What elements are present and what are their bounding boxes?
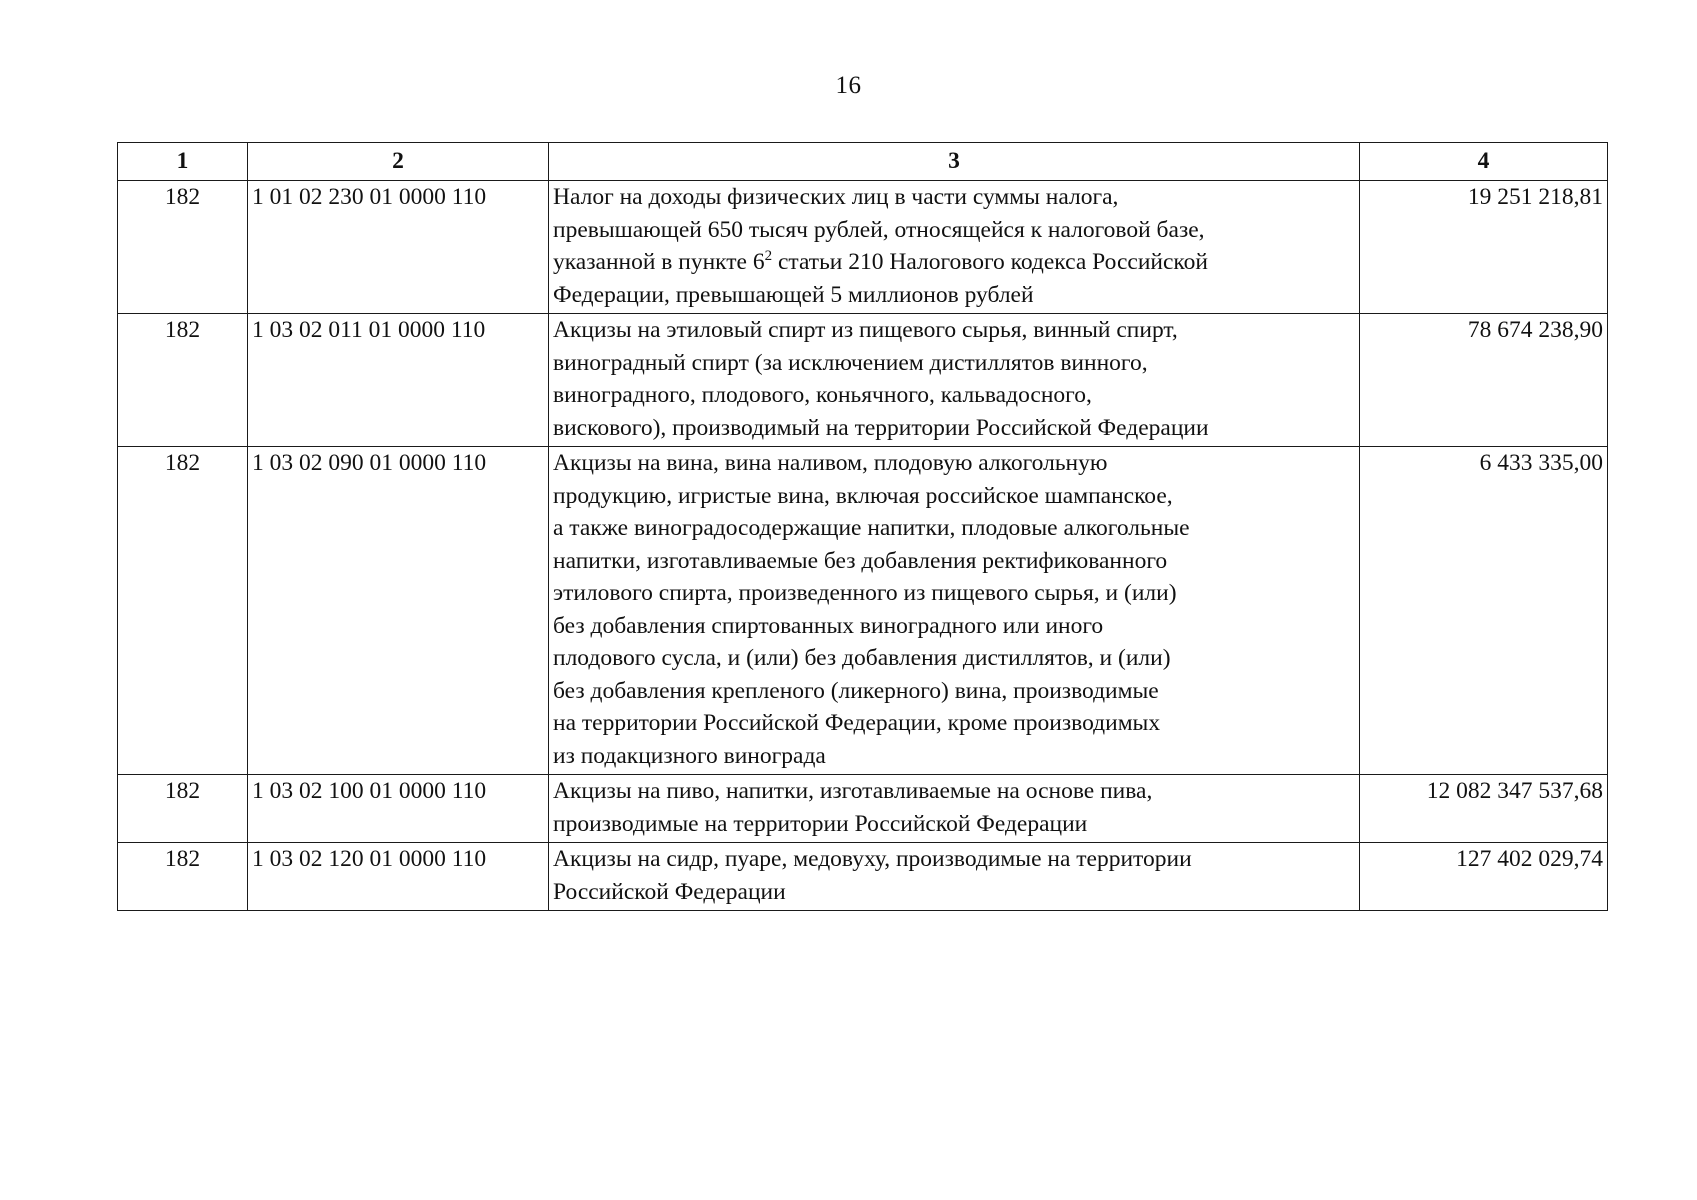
table-row [118, 314, 1608, 447]
name-line: Федерации, превышающей 5 миллионов рублей [553, 281, 1034, 308]
admin-code-cell: 182 [118, 843, 248, 911]
name-line: Акцизы на этиловый спирт из пищевого сырья, винный спирт, [553, 317, 1178, 343]
name-line: вискового), производимый на территории Российской Федерации [553, 414, 1209, 441]
header-col-4: 4 [1360, 143, 1608, 181]
table-row [118, 447, 1608, 775]
name-line: производимые на территории Российской Федерации [553, 810, 1088, 837]
revenue-name-cell [549, 314, 1360, 447]
header-col-2: 2 [248, 143, 549, 181]
header-col-1: 1 [118, 143, 248, 181]
name-line: без добавления крепленого (ликерного) вина, производимые [553, 677, 1159, 704]
name-line: превышающей 650 тысяч рублей, относящейся к налоговой базе, [553, 216, 1205, 243]
name-line: из подакцизного винограда [553, 742, 826, 769]
name-line: напитки, изготавливаемые без добавления ректификованного [553, 547, 1168, 574]
superscript: 2 [764, 248, 773, 265]
budget-code-cell: 1 03 02 011 01 0000 110 [248, 314, 549, 447]
revenue-table [117, 142, 1608, 911]
table-header-row [118, 143, 1608, 181]
table-row [118, 843, 1608, 911]
table-row [118, 181, 1608, 314]
amount-cell: 19 251 218,81 [1360, 181, 1608, 314]
name-line: Акцизы на сидр, пуаре, медовуху, производимые на территории [553, 846, 1192, 872]
name-line: Налог на доходы физических лиц в части суммы налога, [553, 184, 1119, 210]
admin-code-cell: 182 [118, 314, 248, 447]
name-line-tail: статьи 210 Налогового кодекса Российской [772, 249, 1208, 275]
name-line: этилового спирта, произведенного из пищевого сырья, и (или) [553, 580, 1177, 606]
page-number: 16 [835, 72, 862, 99]
name-line: Акцизы на пиво, напитки, изготавливаемые на основе пива, [553, 778, 1153, 804]
name-line: без добавления спиртованных виноградного или иного [553, 612, 1104, 639]
amount-cell: 6 433 335,00 [1360, 447, 1608, 775]
admin-code-cell: 182 [118, 447, 248, 775]
admin-code-cell: 182 [118, 181, 248, 314]
budget-code-cell: 1 01 02 230 01 0000 110 [248, 181, 549, 314]
budget-code-cell: 1 03 02 090 01 0000 110 [248, 447, 549, 775]
revenue-name-cell [549, 775, 1360, 843]
name-line [553, 246, 1355, 279]
admin-code-cell: 182 [118, 775, 248, 843]
revenue-name-cell [549, 181, 1360, 314]
revenue-name-cell [549, 447, 1360, 775]
name-line: Российской Федерации [553, 878, 786, 905]
name-line: виноградный спирт (за исключением дистиллятов винного, [553, 349, 1148, 376]
amount-cell: 12 082 347 537,68 [1360, 775, 1608, 843]
name-line: а также виноградосодержащие напитки, плодовые алкогольные [553, 515, 1190, 541]
name-line: плодового сусла, и (или) без добавления дистиллятов, и (или) [553, 645, 1171, 671]
table-row [118, 775, 1608, 843]
name-line: Акцизы на вина, вина наливом, плодовую алкогольную [553, 450, 1108, 476]
name-line: виноградного, плодового, коньячного, кальвадосного, [553, 382, 1092, 408]
name-line: продукцию, игристые вина, включая российское шампанское, [553, 482, 1173, 509]
revenue-name-cell [549, 843, 1360, 911]
budget-code-cell: 1 03 02 120 01 0000 110 [248, 843, 549, 911]
name-line-head: указанной в пункте 6 [553, 249, 765, 275]
budget-code-cell: 1 03 02 100 01 0000 110 [248, 775, 549, 843]
amount-cell: 127 402 029,74 [1360, 843, 1608, 911]
name-line: на территории Российской Федерации, кроме производимых [553, 710, 1161, 736]
header-col-3: 3 [549, 143, 1360, 181]
amount-cell: 78 674 238,90 [1360, 314, 1608, 447]
